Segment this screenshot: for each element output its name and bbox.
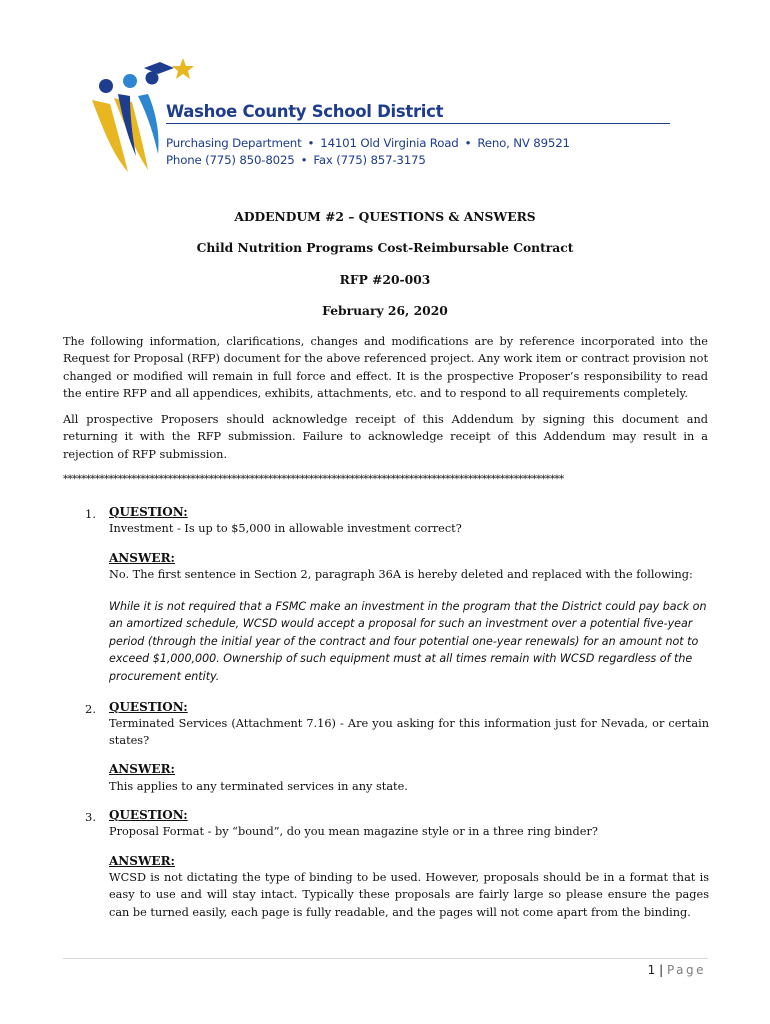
city-state-zip: Reno, NV 89521 xyxy=(477,136,570,150)
question-number: 2. xyxy=(85,702,96,716)
intro-paragraph: The following information, clarifications, changes and modifications are by reference incorporated into the Request for Proposal (RFP) document for the above referenced project. Any work item or contract provision not changed or modified will remain in full force and effect. It is the prospective Proposer’s responsibility to read the entire RFP and all appendices, exhibits, attachments, etc. and to respond to all requirements completely. xyxy=(63,335,708,400)
question-label: QUESTION: xyxy=(109,505,188,519)
acknowledgement-paragraph: All prospective Proposers should acknowledge receipt of this Addendum by signing this document and returning it with the RFP submission. Failure to acknowledge receipt of this Addendum may result in a rejection of RFP submission. xyxy=(63,413,708,461)
contract-title: Child Nutrition Programs Cost-Reimbursable Contract xyxy=(196,240,574,255)
department-name: Purchasing Department xyxy=(166,136,302,150)
page-number xyxy=(648,963,706,977)
page-number-value: 1 xyxy=(647,963,656,977)
bullet-separator: • xyxy=(307,136,315,150)
question-number: 1. xyxy=(85,507,96,521)
page-divider: | xyxy=(659,963,664,977)
street-address: 14101 Old Virginia Road xyxy=(320,136,459,150)
answer-text: WCSD is not dictating the type of binding to be used. However, proposals should be in a format that is easy to use and will stay intact. Typically these proposals are fairly large so please ensure the pages can be turned easily, each page is fully readable, and the pages will not come apart from the binding. xyxy=(109,871,709,919)
question-text: Investment - Is up to $5,000 in allowable investment correct? xyxy=(109,522,462,535)
rfp-number: RFP #20-003 xyxy=(339,272,431,287)
answer-text: This applies to any terminated services in any state. xyxy=(109,780,408,793)
question-text: Terminated Services (Attachment 7.16) - Are you asking for this information just for Nevada, or certain states? xyxy=(109,717,709,748)
addendum-title: ADDENDUM #2 – QUESTIONS & ANSWERS xyxy=(234,209,536,224)
asterisk-divider: ************************************************************************************************************** xyxy=(63,473,564,485)
letterhead-divider xyxy=(166,123,670,124)
fax-number: Fax (775) 857-3175 xyxy=(313,153,426,167)
bullet-separator: • xyxy=(464,136,472,150)
question-label: QUESTION: xyxy=(109,700,188,714)
page-label: Page xyxy=(666,963,706,977)
footer-divider xyxy=(63,958,708,959)
answer-label: ANSWER: xyxy=(109,762,175,776)
document-date: February 26, 2020 xyxy=(322,303,448,318)
district-name: Washoe County School District xyxy=(166,102,444,121)
question-text: Proposal Format - by “bound”, do you mean magazine style or in a three ring binder? xyxy=(109,825,598,838)
address-line xyxy=(166,136,570,150)
answer-text: No. The first sentence in Section 2, paragraph 36A is hereby deleted and replaced with the following: xyxy=(109,568,693,581)
phone-number: Phone (775) 850-8025 xyxy=(166,153,295,167)
answer-label: ANSWER: xyxy=(109,854,175,868)
question-label: QUESTION: xyxy=(109,808,188,822)
question-number: 3. xyxy=(85,810,96,824)
answer-label: ANSWER: xyxy=(109,551,175,565)
contact-line xyxy=(166,153,426,167)
bullet-separator: • xyxy=(300,153,308,167)
replacement-clause: While it is not required that a FSMC make an investment in the program that the District could pay back on an amortized schedule, WCSD would accept a proposal for such an investment over a potential five-year period (through the initial year of the contract and four potential one-year renewals) for an amount not to exceed $1,000,000. Ownership of such equipment must at all times remain with WCSD regardless of the procurement entity. xyxy=(109,600,707,683)
